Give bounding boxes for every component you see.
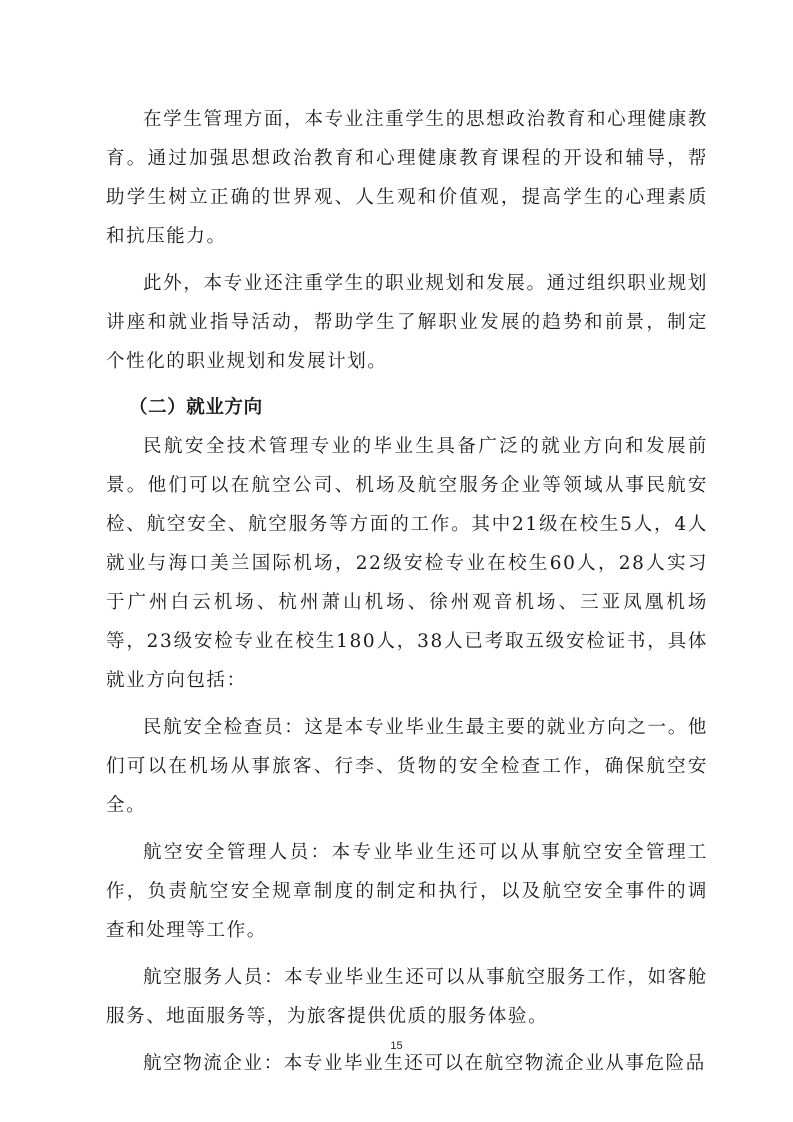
page-content <box>106 100 708 1091</box>
paragraph-security-inspector: 民航安全检查员：这是本专业毕业生最主要的就业方向之一。他们可以在机场从事旅客、行李、货物的安全检查工作，确保航空安全。 <box>106 717 708 816</box>
paragraph-logistics: 航空物流企业：本专业毕业生还可以在航空物流企业从事危险品 <box>143 1053 706 1074</box>
paragraph-employment-overview: 民航安全技术管理专业的毕业生具备广泛的就业方向和发展前景。他们可以在航空公司、机场及航空服务企业等领域从事民航安检、航空安全、航空服务等方面的工作。其中21级在校生5人，4人就业与海口美兰国际机场，22级安检专业在校生60人，28人实习于广州白云机场、杭州萧山机场、徐州观音机场、三亚凤凰机场等，23级安检专业在校生180人，38人已考取五级安检证书，具体就业方向包括： <box>106 436 708 691</box>
page-number: 15 <box>390 1040 403 1052</box>
section-heading: （二）就业方向 <box>129 397 263 418</box>
paragraph-career-planning: 此外，本专业还注重学生的职业规划和发展。通过组织职业规划讲座和就业指导活动，帮助学生了解职业发展的趋势和前景，制定个性化的职业规划和发展计划。 <box>106 273 708 372</box>
paragraph-student-management: 在学生管理方面，本专业注重学生的思想政治教育和心理健康教育。通过加强思想政治教育和心理健康教育课程的开设和辅导，帮助学生树立正确的世界观、人生观和价值观，提高学生的心理素质和抗压能力。 <box>106 109 708 247</box>
paragraph-service-staff: 航空服务人员：本专业毕业生还可以从事航空服务工作，如客舱服务、地面服务等，为旅客提供优质的服务体验。 <box>106 967 708 1027</box>
paragraph-safety-manager: 航空安全管理人员：本专业毕业生还可以从事航空安全管理工作，负责航空安全规章制度的制定和执行，以及航空安全事件的调查和处理等工作。 <box>106 842 708 941</box>
